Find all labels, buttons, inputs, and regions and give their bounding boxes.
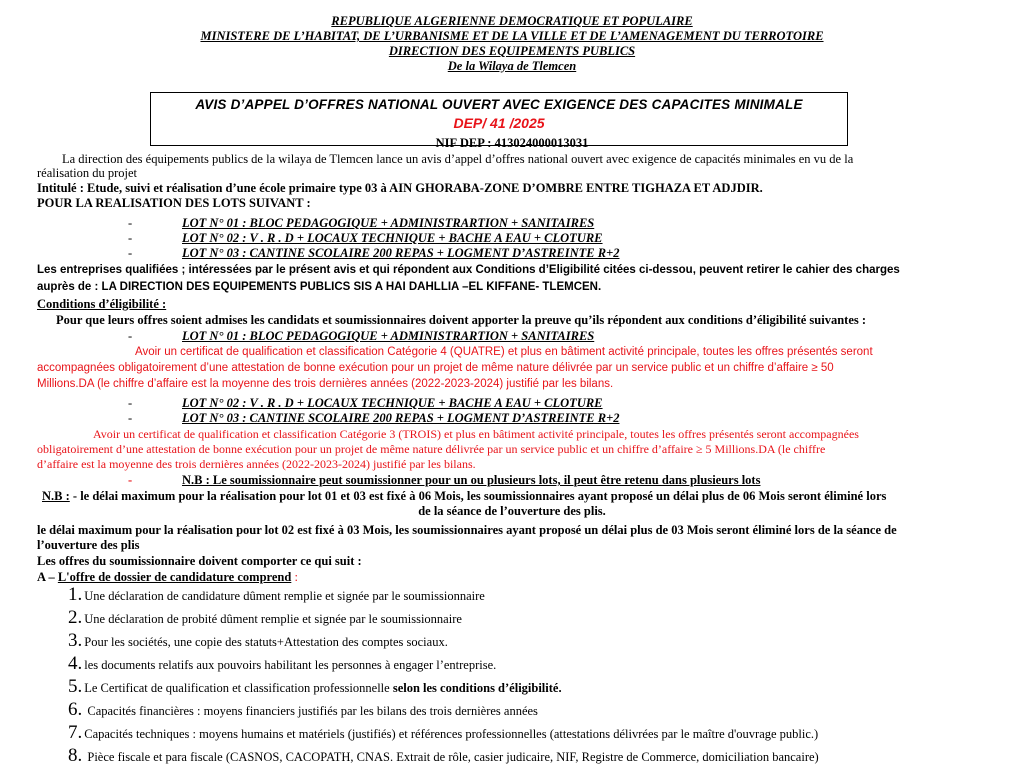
list-item bbox=[68, 653, 496, 675]
condition-lot-1 bbox=[128, 329, 594, 344]
bullet-dash: - bbox=[128, 231, 133, 245]
item-number: 3. bbox=[68, 630, 83, 651]
lot-3 bbox=[128, 246, 619, 261]
nb-note-2-text: - le délai maximum pour la réalisation pour lot 01 et 03 est fixé à 06 Mois, les soumissionnaires ayant proposé un délai plus de 06 Mois seront éliminé lors bbox=[69, 489, 887, 503]
item-text: Capacités techniques : moyens humains et matériels (justifiés) et références professionnelles (attestations délivrées par le maître d'ouvrage public.) bbox=[84, 727, 819, 741]
item-text: Capacités financières : moyens financiers justifiés par les bilans des trois dernières années bbox=[84, 704, 538, 718]
offres-heading: Les offres du soumissionnaire doivent comporter ce qui suit : bbox=[37, 554, 362, 568]
condition-lot-2-label: LOT N° 02 : V . R . D + LOCAUX TECHNIQUE + BACHE A EAU + CLOTURE bbox=[182, 396, 603, 410]
list-item bbox=[68, 630, 448, 652]
lot-2-label: LOT N° 02 : V . R . D + LOCAUX TECHNIQUE + BACHE A EAU + CLOTURE bbox=[182, 231, 603, 245]
header-direction: DIRECTION DES EQUIPEMENTS PUBLICS bbox=[388, 44, 636, 58]
list-item bbox=[68, 584, 485, 606]
nif-number: NIF DEP : 413024000013031 bbox=[435, 136, 589, 150]
item-text: Pour les sociétés, une copie des statuts+Attestation des comptes sociaux. bbox=[84, 635, 448, 649]
requirement-1-line-2: accompagnées obligatoirement d’une attestation de bonne exécution pour un projet de même nature délivrée par un service public et un chiffre d’affaire ≥ 50 bbox=[37, 362, 834, 374]
section-a-colon: : bbox=[291, 570, 298, 584]
item-text: les documents relatifs aux pouvoirs habilitant les personnes à engager l’entreprise. bbox=[84, 658, 497, 672]
condition-lot-3-label: LOT N° 03 : CANTINE SCOLAIRE 200 REPAS + LOGMENT D’ASTREINTE R+2 bbox=[182, 411, 620, 425]
requirement-1-line-3: Millions.DA (le chiffre d’affaire est la moyenne des trois dernières années (2022-2023-2024) justifié par les bilans. bbox=[37, 378, 614, 390]
bullet-dash: - bbox=[128, 216, 133, 230]
item-number: 1. bbox=[68, 584, 83, 605]
header-republic: REPUBLIQUE ALGERIENNE DEMOCRATIQUE ET POPULAIRE bbox=[331, 14, 693, 28]
requirement-2-line-1: Avoir un certificat de qualification et classification Catégorie 3 (TROIS) et plus en bâtiment activité principale, toutes les offres présentés seront accompagnées bbox=[93, 427, 859, 441]
condition-lot-3 bbox=[128, 411, 619, 426]
section-a-heading bbox=[37, 570, 298, 585]
nb-note-2-line-1 bbox=[42, 489, 886, 504]
entreprises-line-2: auprès de : LA DIRECTION DES EQUIPEMENTS PUBLICS SIS A HAI DAHLLIA –EL KIFFANE- TLEMCEN. bbox=[37, 281, 602, 293]
item-number: 4. bbox=[68, 653, 83, 674]
section-a-label: L'offre de dossier de candidature comprend bbox=[57, 570, 292, 584]
list-item bbox=[68, 676, 562, 698]
list-item bbox=[68, 722, 818, 744]
requirement-2-line-2: obligatoirement d’une attestation de bonne exécution pour un projet de même nature délivrée par un service public et un chiffre d’affaire ≥ 5 Millions.DA (le chiffre bbox=[37, 442, 826, 456]
avis-reference: DEP/ 41 /2025 bbox=[453, 115, 545, 131]
intro-line-1: La direction des équipements publics de la wilaya de Tlemcen lance un avis d’appel d’offres national ouvert avec exigence de capacités minimales en vu de la bbox=[62, 152, 854, 166]
item-text: Une déclaration de probité dûment remplie et signée par le soumissionnaire bbox=[84, 612, 462, 626]
project-title: Intitulé : Etude, suivi et réalisation d’une école primaire type 03 à AIN GHORABA-ZONE D’OMBRE ENTRE TIGHAZA ET ADJDIR. bbox=[37, 181, 763, 195]
item-text-bold: selon les conditions d’éligibilité. bbox=[392, 681, 562, 695]
item-number: 2. bbox=[68, 607, 83, 628]
lot-2 bbox=[128, 231, 603, 246]
nb-note-3-line-2: l’ouverture des plis bbox=[37, 538, 140, 552]
conditions-heading: Conditions d’éligibilité : bbox=[37, 297, 167, 311]
bullet-dash: - bbox=[128, 246, 133, 260]
nb-note-1-text: N.B : Le soumissionnaire peut soumissionner pour un ou plusieurs lots, il peut être retenu dans plusieurs lots bbox=[182, 473, 761, 487]
item-number: 7. bbox=[68, 722, 83, 743]
nb-note-2-line-2: de la séance de l’ouverture des plis. bbox=[418, 504, 606, 518]
list-item bbox=[68, 745, 819, 767]
bullet-dash: - bbox=[128, 473, 133, 487]
bullet-dash: - bbox=[128, 329, 133, 343]
item-number: 6. bbox=[68, 699, 83, 720]
lots-heading: POUR LA REALISATION DES LOTS SUIVANT : bbox=[37, 196, 311, 210]
entreprises-line-1: Les entreprises qualifiées ; intéressées par le présent avis et qui répondent aux Conditions d’Eligibilité citées ci-dessou, peuvent retirer le cahier des charges bbox=[37, 264, 900, 276]
conditions-intro: Pour que leurs offres soient admises les candidats et soumissionnaires doivent apporter la preuve qu’ils répondent aux conditions d’éligibilité suivantes : bbox=[56, 313, 867, 327]
item-number: 5. bbox=[68, 676, 83, 697]
header-wilaya: De la Wilaya de Tlemcen bbox=[447, 59, 577, 73]
intro-line-2: réalisation du projet bbox=[37, 166, 137, 180]
nb-label: N.B : bbox=[42, 489, 70, 503]
item-number: 8. bbox=[68, 745, 83, 766]
lot-1-label: LOT N° 01 : BLOC PEDAGOGIQUE + ADMINISTRARTION + SANITAIRES bbox=[182, 216, 595, 230]
list-item bbox=[68, 699, 538, 721]
nb-note-3-line-1: le délai maximum pour la réalisation pour lot 02 est fixé à 03 Mois, les soumissionnaires ayant proposé un délai plus de 03 Mois seront éliminé lors de la séance de bbox=[37, 523, 897, 537]
nb-note-1 bbox=[128, 473, 760, 488]
bullet-dash: - bbox=[128, 411, 133, 425]
list-item bbox=[68, 607, 462, 629]
condition-lot-1-label: LOT N° 01 : BLOC PEDAGOGIQUE + ADMINISTRARTION + SANITAIRES bbox=[182, 329, 595, 343]
item-text: Le Certificat de qualification et classification professionnelle bbox=[84, 681, 393, 695]
item-text: Pièce fiscale et para fiscale (CASNOS, CACOPATH, CNAS. Extrait de rôle, casier judicaire, NIF, Registre de Commerce, domiciliation bancaire) bbox=[84, 750, 819, 764]
section-a-prefix: A – bbox=[37, 570, 58, 584]
lot-3-label: LOT N° 03 : CANTINE SCOLAIRE 200 REPAS + LOGMENT D’ASTREINTE R+2 bbox=[182, 246, 620, 260]
requirement-2-line-3: d’affaire est la moyenne des trois dernières années (2022-2023-2024) justifié par les bilans. bbox=[37, 457, 476, 471]
document-header bbox=[0, 14, 1024, 74]
bullet-dash: - bbox=[128, 396, 133, 410]
item-text: Une déclaration de candidature dûment remplie et signée par le soumissionnaire bbox=[84, 589, 485, 603]
lot-1 bbox=[128, 216, 594, 231]
header-ministry: MINISTERE DE L’HABITAT, DE L’URBANISME ET DE LA VILLE ET DE L’AMENAGEMENT DU TERROTOIRE bbox=[200, 29, 824, 43]
condition-lot-2 bbox=[128, 396, 603, 411]
avis-title: AVIS D’APPEL D’OFFRES NATIONAL OUVERT AVEC EXIGENCE DES CAPACITES MINIMALE bbox=[195, 97, 803, 112]
requirement-1-line-1: Avoir un certificat de qualification et classification Catégorie 4 (QUATRE) et plus en bâtiment activité principale, toutes les offres présentés seront bbox=[135, 346, 873, 358]
